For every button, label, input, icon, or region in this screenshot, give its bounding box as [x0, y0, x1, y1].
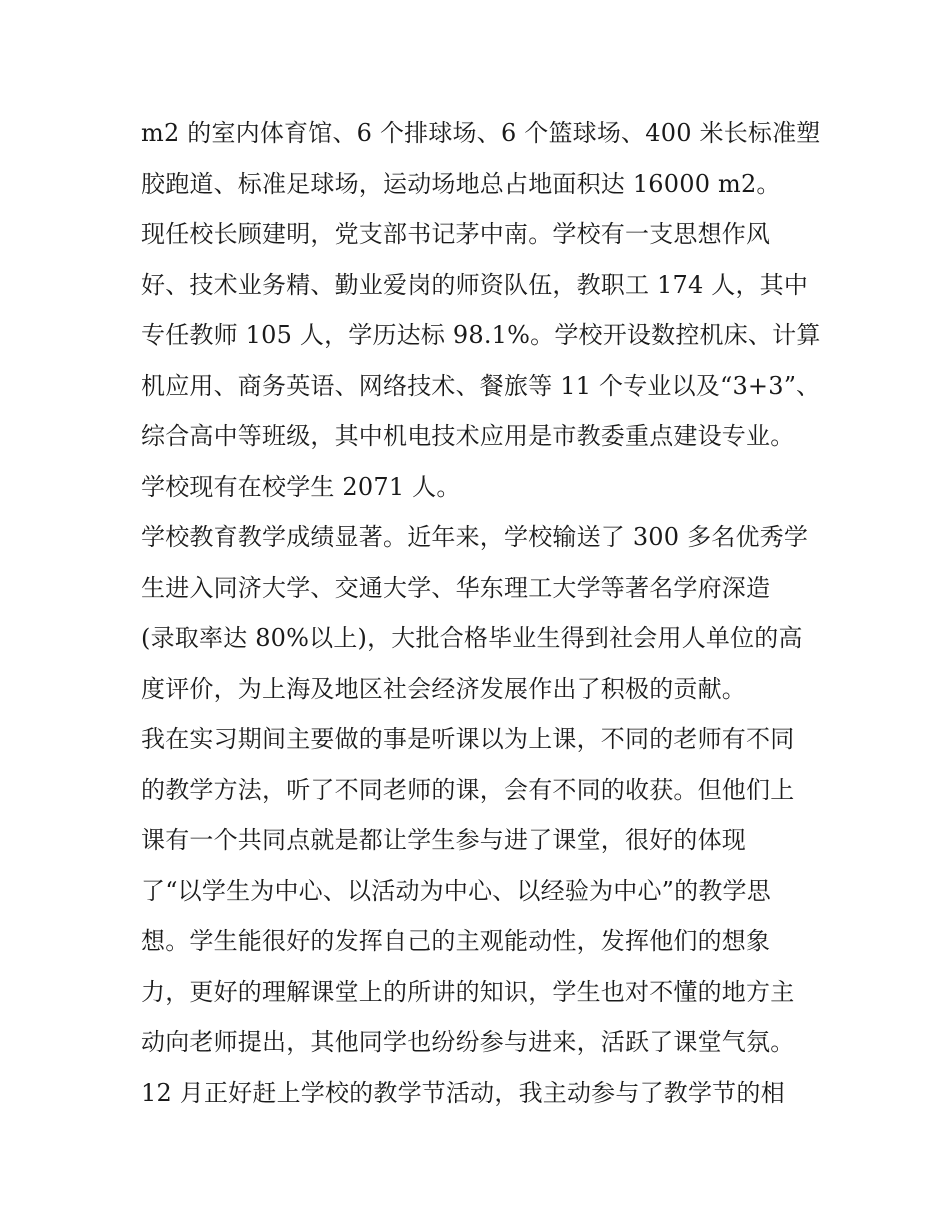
text-line: 好、技术业务精、勤业爱岗的师资队伍，教职工 174 人，其中 [141, 270, 809, 299]
text-line: 12 月正好赶上学校的教学节活动，我主动参与了教学节的相 [141, 1078, 785, 1107]
text-line: 专任教师 105 人，学历达标 98.1%。学校开设数控机床、计算 [141, 321, 821, 349]
text-line: 我在实习期间主要做的事是听课以为上课，不同的老师有不同 [141, 725, 795, 753]
text-line: 动向老师提出，其他同学也纷纷参与进来，活跃了课堂气氛。 [141, 1028, 795, 1056]
text-line: m2 的室内体育馆、6 个排球场、6 个篮球场、400 米长标准塑 [141, 119, 821, 147]
text-line: 生进入同济大学、交通大学、华东理工大学等著名学府深造 [141, 573, 771, 602]
text-line: 想。学生能很好的发挥自己的主观能动性，发挥他们的想象 [141, 927, 771, 955]
text-line: 机应用、商务英语、网络技术、餐旅等 11 个专业以及“3+3”、 [141, 371, 821, 400]
text-line: 学校现有在校学生 2071 人。 [141, 472, 461, 501]
text-line: 课有一个共同点就是都让学生参与进了课堂，很好的体现 [141, 826, 746, 854]
text-line: 的教学方法，听了不同老师的课，会有不同的收获。但他们上 [141, 775, 795, 804]
text-line: 力，更好的理解课堂上的所讲的知识，学生也对不懂的地方主 [141, 977, 795, 1006]
text-line: 综合高中等班级，其中机电技术应用是市教委重点建设专业。 [141, 422, 795, 450]
text-line: 学校教育教学成绩显著。近年来，学校输送了 300 多名优秀学 [141, 523, 809, 551]
text-line: 了“以学生为中心、以活动为中心、以经验为中心”的教学思 [141, 876, 771, 905]
text-line: 现任校长顾建明，党支部书记茅中南。学校有一支思想作风 [141, 220, 771, 248]
text-line: 胶跑道、标准足球场，运动场地总占地面积达 16000 m2。 [141, 169, 781, 198]
text-line: 度评价，为上海及地区社会经济发展作出了积极的贡献。 [141, 674, 746, 703]
document-text-body [141, 108, 831, 1118]
text-line: (录取率达 80%以上)，大批合格毕业生得到社会用人单位的高 [141, 624, 803, 652]
